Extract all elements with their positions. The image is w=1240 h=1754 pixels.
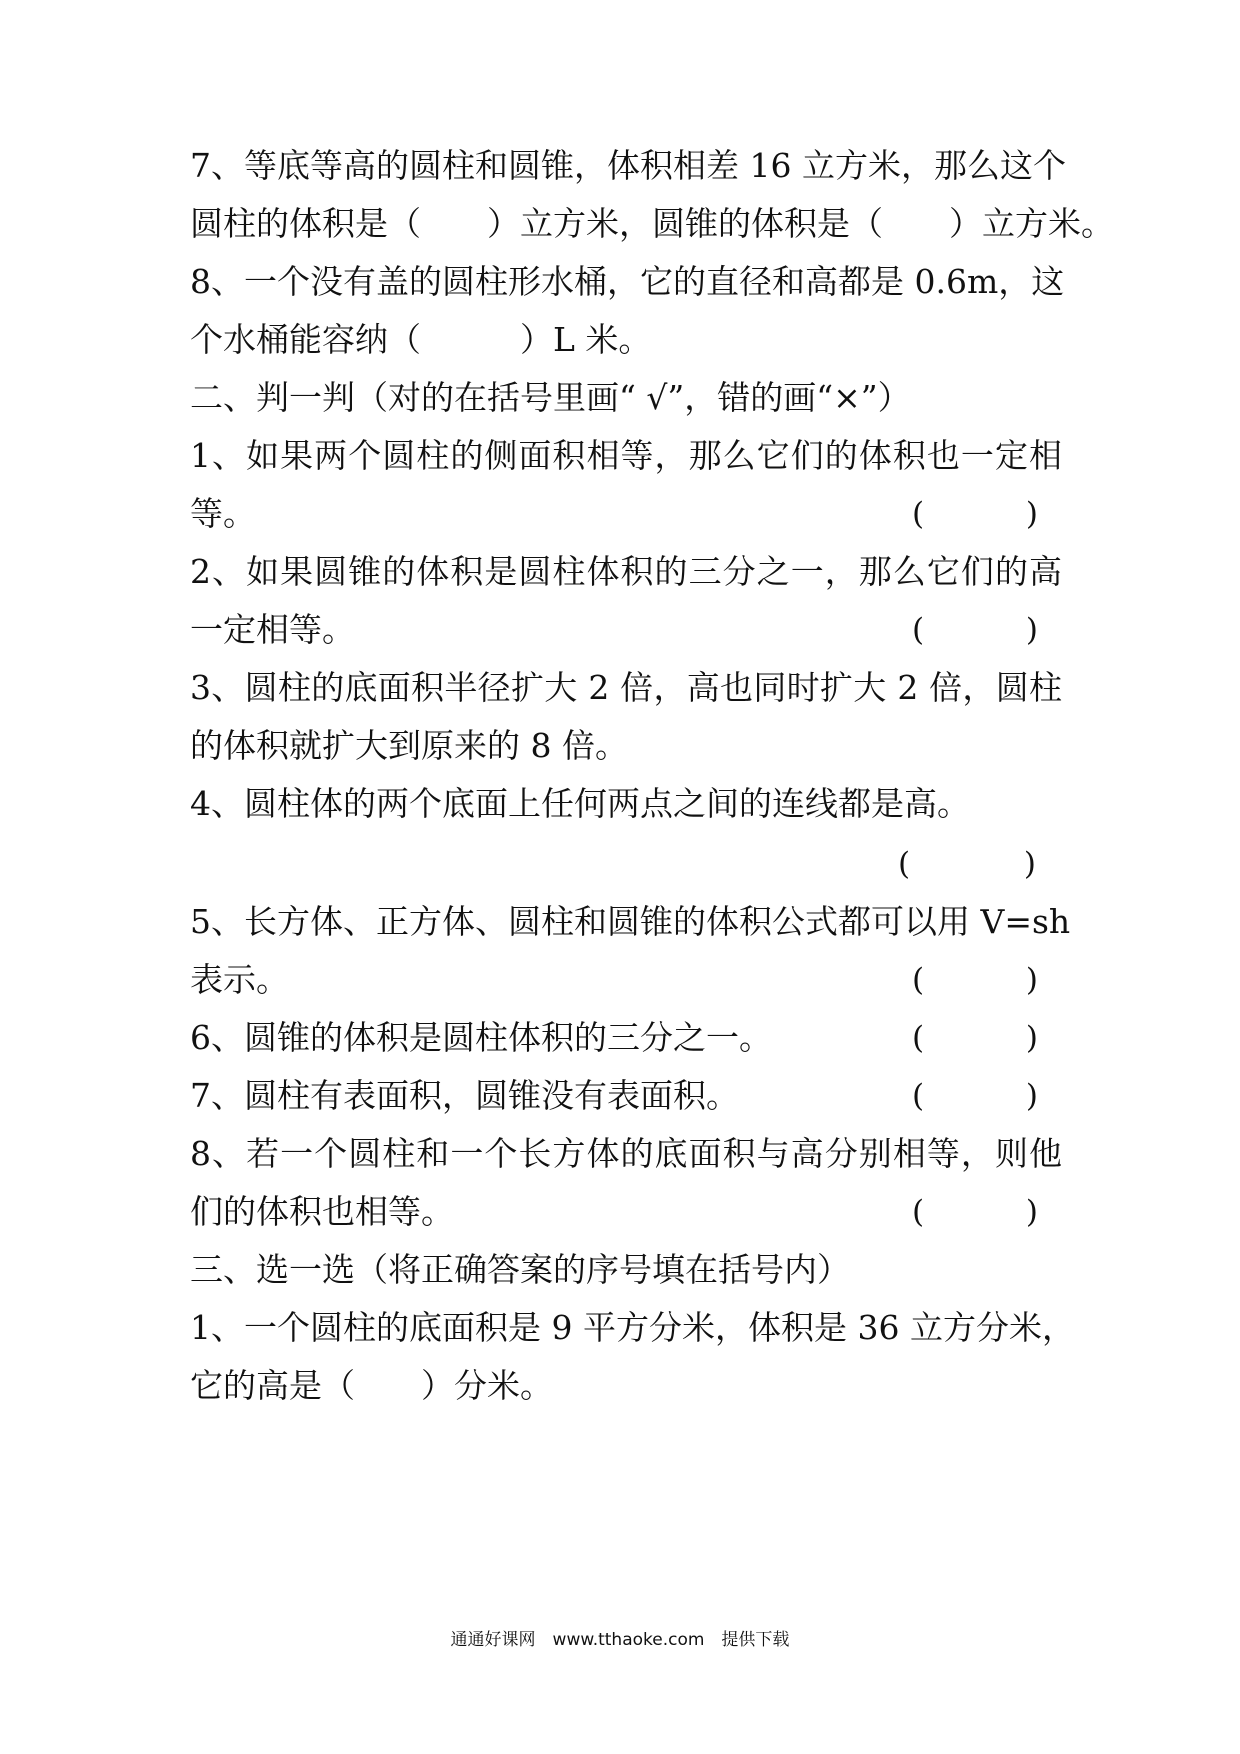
question-8-line-2: 个水桶能容纳（ ）L 米。 (190, 320, 652, 359)
tf-item-4-line-1: 4、圆柱体的两个底面上任何两点之间的连线都是高。 (190, 784, 970, 823)
tf-item-7-line-1: 7、圆柱有表面积，圆锥没有表面积。 (190, 1076, 739, 1115)
choice-1-line-1: 1、一个圆柱的底面积是 9 平方分米，体积是 36 立方分米， (190, 1308, 1075, 1347)
section-heading-true-false: 二、判一判（对的在括号里画“ √”，错的画“×”） (190, 378, 911, 417)
tf-item-8-line-1: 8、若一个圆柱和一个长方体的底面积与高分别相等，则他 (190, 1134, 1062, 1173)
question-7-line-2: 圆柱的体积是（ ）立方米，圆锥的体积是（ ）立方米。 (190, 204, 1114, 243)
answer-paren-7[interactable]: ( ) (912, 1078, 1038, 1114)
tf-item-5-line-1: 5、长方体、正方体、圆柱和圆锥的体积公式都可以用 V=sh (190, 902, 1071, 941)
tf-item-3-line-2: 的体积就扩大到原来的 8 倍。 (190, 726, 628, 765)
answer-paren-5[interactable]: ( ) (912, 962, 1038, 998)
page-footer: 通通好课网 www.tthaoke.com 提供下载 (450, 1630, 790, 1650)
tf-item-2-line-2: 一定相等。 (190, 610, 355, 649)
tf-item-3-line-1: 3、圆柱的底面积半径扩大 2 倍，高也同时扩大 2 倍，圆柱 (190, 668, 1062, 707)
tf-item-1-line-2: 等。 (190, 494, 256, 533)
answer-paren-1[interactable]: ( ) (912, 496, 1038, 532)
tf-item-8-line-2: 们的体积也相等。 (190, 1192, 454, 1231)
tf-item-2-line-1: 2、如果圆锥的体积是圆柱体积的三分之一，那么它们的高 (190, 552, 1062, 591)
choice-1-line-2: 它的高是（ ）分米。 (190, 1366, 553, 1405)
tf-item-6-line-1: 6、圆锥的体积是圆柱体积的三分之一。 (190, 1018, 772, 1057)
question-8-line-1: 8、一个没有盖的圆柱形水桶，它的直径和高都是 0.6m，这 (190, 262, 1065, 301)
answer-paren-2[interactable]: ( ) (912, 612, 1038, 648)
section-heading-choice: 三、选一选（将正确答案的序号填在括号内） (190, 1250, 850, 1289)
tf-item-1-line-1: 1、如果两个圆柱的侧面积相等，那么它们的体积也一定相 (190, 436, 1062, 475)
question-7-line-1: 7、等底等高的圆柱和圆锥，体积相差 16 立方米，那么这个 (190, 146, 1066, 185)
tf-item-5-line-2: 表示。 (190, 960, 289, 999)
answer-paren-4[interactable]: ( ) (898, 846, 1036, 882)
answer-paren-8[interactable]: ( ) (912, 1194, 1038, 1230)
answer-paren-6[interactable]: ( ) (912, 1020, 1038, 1056)
